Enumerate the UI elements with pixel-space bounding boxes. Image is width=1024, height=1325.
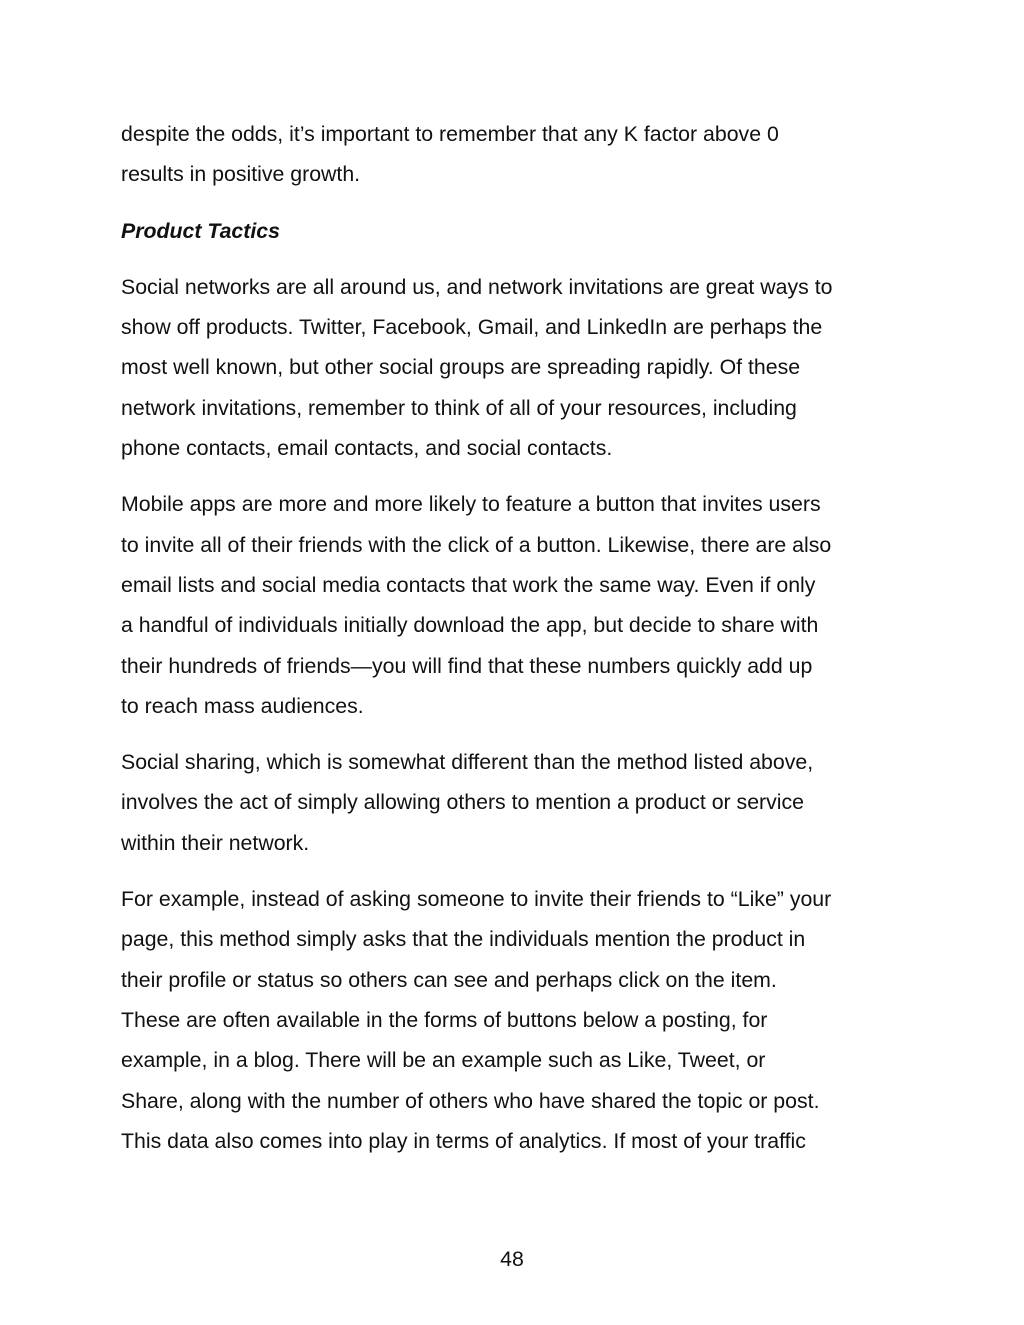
text-line: within their network. — [121, 830, 310, 855]
document-page — [121, 114, 921, 1177]
section-heading: Product Tactics — [121, 218, 280, 243]
paragraph-social-networks — [121, 267, 921, 468]
text-line: page, this method simply asks that the individuals mention the product in — [121, 927, 806, 952]
paragraph-example — [121, 879, 921, 1161]
text-line: most well known, but other social groups are spreading rapidly. Of these — [121, 355, 801, 380]
text-line: their profile or status so others can see and perhaps click on the item. — [121, 967, 777, 992]
text-line: These are often available in the forms of buttons below a posting, for — [121, 1007, 768, 1032]
text-line: phone contacts, email contacts, and social contacts. — [121, 436, 613, 461]
text-line: a handful of individuals initially download the app, but decide to share with — [121, 613, 819, 638]
text-line: network invitations, remember to think of all of your resources, including — [121, 395, 797, 420]
paragraph-mobile-apps — [121, 484, 921, 726]
text-line: For example, instead of asking someone to invite their friends to “Like” your — [121, 887, 832, 912]
text-line: example, in a blog. There will be an example such as Like, Tweet, or — [121, 1048, 766, 1073]
text-line: show off products. Twitter, Facebook, Gmail, and LinkedIn are perhaps the — [121, 315, 823, 340]
text-line: Social networks are all around us, and network invitations are great ways to — [121, 274, 833, 299]
text-line: to reach mass audiences. — [121, 693, 364, 718]
text-line: email lists and social media contacts that work the same way. Even if only — [121, 572, 816, 597]
text-line: Mobile apps are more and more likely to feature a button that invites users — [121, 492, 821, 517]
text-line: involves the act of simply allowing others to mention a product or service — [121, 790, 805, 815]
text-line: to invite all of their friends with the click of a button. Likewise, there are also — [121, 532, 832, 557]
text-line: Share, along with the number of others who have shared the topic or post. — [121, 1088, 820, 1113]
paragraph-k-factor — [121, 114, 921, 195]
text-line: results in positive growth. — [121, 162, 361, 187]
text-line: Social sharing, which is somewhat different than the method listed above, — [121, 750, 814, 775]
paragraph-social-sharing — [121, 742, 921, 863]
text-line: This data also comes into play in terms of analytics. If most of your traffic — [121, 1128, 806, 1153]
text-line: despite the odds, it’s important to remember that any K factor above 0 — [121, 122, 779, 146]
text-line: their hundreds of friends—you will find that these numbers quickly add up — [121, 653, 813, 678]
page-number: 48 — [500, 1247, 524, 1271]
